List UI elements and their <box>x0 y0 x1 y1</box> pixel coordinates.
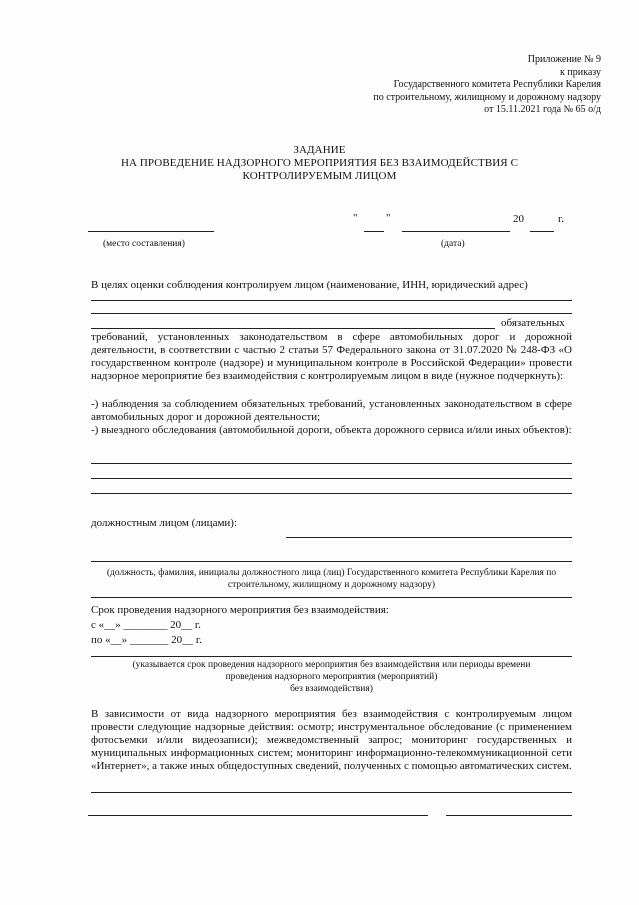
official-line-2[interactable] <box>91 561 572 562</box>
place-field-line[interactable] <box>88 231 214 232</box>
committee-name: Государственного комитета Республики Карелия <box>393 79 601 90</box>
signature-line-right[interactable] <box>446 815 572 816</box>
term-title: Срок проведения надзорного мероприятия без взаимодействия: <box>91 604 389 616</box>
objects-line-2[interactable] <box>91 478 572 479</box>
term-caption-line-1: (указывается срок проведения надзорного мероприятия без взаимодействия или периоды времени <box>132 660 531 670</box>
term-line[interactable] <box>91 656 572 657</box>
order-ref: к приказу <box>560 66 601 78</box>
term-to[interactable]: по «__» _______ 20__ г. <box>91 634 202 646</box>
official-label: должностным лицом (лицами): <box>91 517 238 529</box>
entity-line-2[interactable] <box>91 313 572 314</box>
title-line-3: КОНТРОЛИРУЕМЫМ ЛИЦОМ <box>242 170 397 182</box>
official-line-1[interactable] <box>286 537 572 538</box>
day-field-line[interactable] <box>364 231 384 232</box>
intro-text: В целях оценки соблюдения контролируем лицом (наименование, ИНН, юридический адрес) <box>91 279 528 291</box>
quote-open: " <box>353 212 358 224</box>
document-title <box>0 144 639 183</box>
title-line-2: НА ПРОВЕДЕНИЕ НАДЗОРНОГО МЕРОПРИЯТИЯ БЕЗ ВЗАИМОДЕЙСТВИЯ С <box>120 157 519 169</box>
official-caption: (должность, фамилия, инициалы должностного лица (лиц) Государственного комитета Республики Карелия по строительному, жилищному и дорожному надзору) <box>106 568 557 590</box>
signature-line-left[interactable] <box>88 815 428 816</box>
term-caption <box>91 659 572 695</box>
term-caption-line-2: проведения надзорного мероприятия (мероприятий) <box>225 672 438 682</box>
official-caption-underline <box>91 597 572 598</box>
term-caption-line-3: без взаимодействия) <box>290 684 373 694</box>
order-date: от 15.11.2021 года № 65 о/д <box>484 104 601 115</box>
year-suffix: г. <box>558 213 565 225</box>
place-label: (место составления) <box>103 239 185 249</box>
final-line-1[interactable] <box>91 792 572 793</box>
item-inspection: -) выездного обследования (автомобильной дороги, объекта дорожного сервиса и/или иных объектов): <box>91 424 572 436</box>
committee-scope: по строительному, жилищному и дорожному надзору <box>373 91 601 103</box>
main-paragraph: требований, установленных законодательством в сфере автомобильных дорог и дорожной деятельности, в соответствии с частью 2 статьи 57 Федерального закона от 31.07.2020 № 248-ФЗ «О государственном контроле (надзоре) и муниципальном контроле в Российской Федерации» провести надзорное мероприятие без взаимодействия с контролируемым лицом в виде (нужное подчеркнуть): <box>91 331 572 382</box>
entity-line-1[interactable] <box>91 300 572 301</box>
date-label: (дата) <box>441 239 465 249</box>
obligatory-word: обязательных <box>501 317 565 329</box>
objects-line-1[interactable] <box>91 463 572 464</box>
year-prefix: 20 <box>513 213 524 225</box>
entity-line-3[interactable] <box>91 328 495 329</box>
term-from[interactable]: с «__» ________ 20__ г. <box>91 619 201 631</box>
objects-line-3[interactable] <box>91 493 572 494</box>
appendix-number: Приложение № 9 <box>527 54 601 65</box>
final-paragraph: В зависимости от вида надзорного мероприятия без взаимодействия с контролируемым лицом провести следующие надзорные действия: осмотр; инструментальное обследование (с применением фотосъемки и/или видеозаписи); межведомственный запрос; мониторинг государственных и муниципальных информационных систем; мониторинг информационно-телекоммуникационной сети «Интернет», а также иных общедоступных сведений, полученных с помощью автоматических систем. <box>91 708 572 772</box>
quote-close: " <box>386 212 391 224</box>
title-line-1: ЗАДАНИЕ <box>293 144 346 156</box>
item-observation: -) наблюдения за соблюдением обязательных требований, установленных законодательством в сфере автомобильных дорог и дорожной деятельности; <box>91 398 572 423</box>
month-field-line[interactable] <box>402 231 510 232</box>
appendix-header <box>373 54 601 117</box>
year-field-line[interactable] <box>530 231 554 232</box>
